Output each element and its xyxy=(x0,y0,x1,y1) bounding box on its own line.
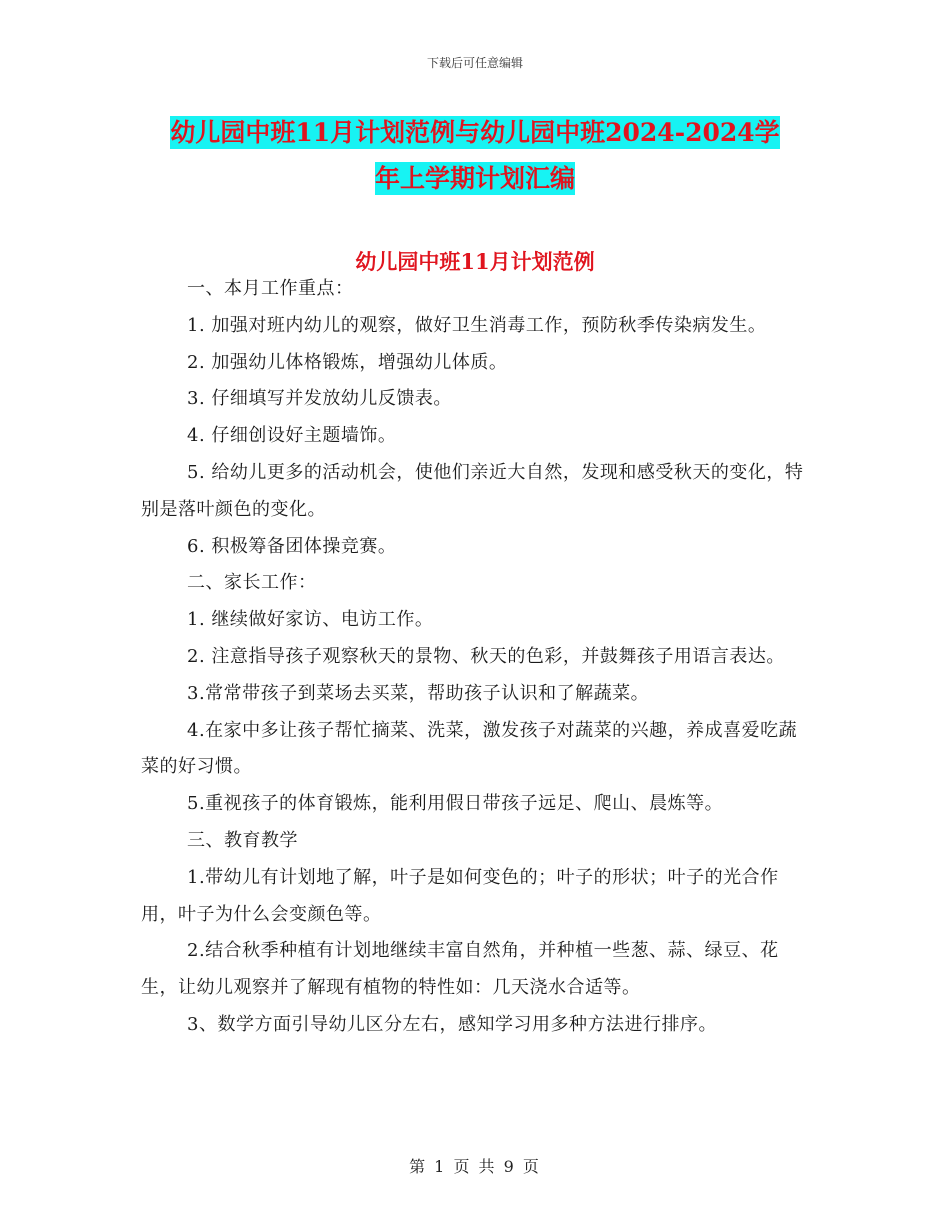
section-title: 幼儿园中班11月计划范例 xyxy=(355,249,595,274)
paragraph: 4.在家中多让孩子帮忙摘菜、洗菜，激发孩子对蔬菜的兴趣，养成喜爱吃蔬菜的好习惯。 xyxy=(141,719,798,778)
heading-parent-work: 二、家长工作： xyxy=(187,572,317,594)
paragraph: 6. 积极筹备团体操竞赛。 xyxy=(187,535,397,557)
title-line-1: 幼儿园中班11月计划范例与幼儿园中班2024-2024学 xyxy=(170,118,780,147)
paragraph: 5.重视孩子的体育锻炼，能利用假日带孩子远足、爬山、晨炼等。 xyxy=(187,793,724,815)
paragraph: 1. 加强对班内幼儿的观察，做好卫生消毒工作，预防秋季传染病发生。 xyxy=(187,314,767,336)
heading-work-focus: 一、本月工作重点： xyxy=(187,278,354,299)
paragraph: 3、数学方面引导幼儿区分左右，感知学习用多种方法进行排序。 xyxy=(187,1013,717,1035)
paragraph: 2.结合秋季种植有计划地继续丰富自然角，并种植一些葱、蒜、绿豆、花生，让幼儿观察并了解现有植物的特性如：几天浇水合适等。 xyxy=(141,940,779,999)
paragraph: 1.带幼儿有计划地了解，叶子是如何变色的；叶子的形状；叶子的光合作用，叶子为什么会变颜色等。 xyxy=(141,866,779,925)
paragraph: 1. 继续做好家访、电访工作。 xyxy=(187,609,434,631)
paragraph: 3.常常带孩子到菜场去买菜，帮助孩子认识和了解蔬菜。 xyxy=(187,682,650,704)
title-line-2: 年上学期计划汇编 xyxy=(374,164,575,193)
document-title xyxy=(140,110,810,202)
paragraph: 4. 仔细创设好主题墙饰。 xyxy=(187,425,397,447)
paragraph: 3. 仔细填写并发放幼儿反馈表。 xyxy=(187,388,452,410)
paragraph: 5. 给幼儿更多的活动机会，使他们亲近大自然，发现和感受秋天的变化，特别是落叶颜色的变化。 xyxy=(141,461,804,520)
page-footer: 第 1 页 共 9 页 xyxy=(409,1157,541,1176)
document-body xyxy=(141,271,809,1044)
heading-teaching: 三、教育教学 xyxy=(187,829,298,851)
paragraph: 2. 注意指导孩子观察秋天的景物、秋天的色彩，并鼓舞孩子用语言表达。 xyxy=(187,645,785,667)
paragraph: 2. 加强幼儿体格锻炼，增强幼儿体质。 xyxy=(187,351,508,373)
header-note: 下载后可任意编辑 xyxy=(426,56,523,70)
